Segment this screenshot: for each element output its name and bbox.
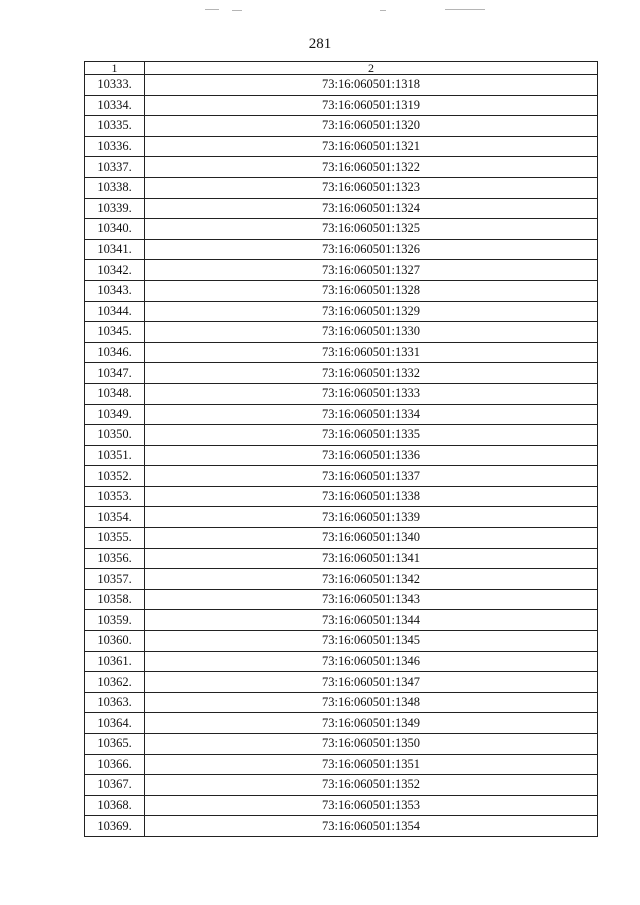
table-row <box>85 116 598 137</box>
table-row <box>85 486 598 507</box>
cadastral-number-cell: 73:16:060501:1335 <box>145 425 598 446</box>
row-number-cell: 10365. <box>85 734 145 755</box>
table-row <box>85 734 598 755</box>
table-row <box>85 383 598 404</box>
cadastral-number-cell: 73:16:060501:1320 <box>145 116 598 137</box>
row-number-cell: 10348. <box>85 383 145 404</box>
column-header-number: 1 <box>85 62 145 75</box>
cadastral-number-cell: 73:16:060501:1318 <box>145 75 598 96</box>
registry-table <box>84 61 598 837</box>
cadastral-number-cell: 73:16:060501:1323 <box>145 177 598 198</box>
cadastral-number-cell: 73:16:060501:1350 <box>145 734 598 755</box>
cadastral-number-cell: 73:16:060501:1322 <box>145 157 598 178</box>
cadastral-number-cell: 73:16:060501:1345 <box>145 631 598 652</box>
cadastral-number-cell: 73:16:060501:1333 <box>145 383 598 404</box>
row-number-cell: 10354. <box>85 507 145 528</box>
scan-speck <box>205 9 219 10</box>
table-body <box>85 75 598 837</box>
row-number-cell: 10342. <box>85 260 145 281</box>
table-row <box>85 713 598 734</box>
row-number-cell: 10343. <box>85 280 145 301</box>
row-number-cell: 10366. <box>85 754 145 775</box>
row-number-cell: 10340. <box>85 219 145 240</box>
table-row <box>85 425 598 446</box>
cadastral-number-cell: 73:16:060501:1342 <box>145 569 598 590</box>
row-number-cell: 10360. <box>85 631 145 652</box>
cadastral-number-cell: 73:16:060501:1325 <box>145 219 598 240</box>
page-number: 281 <box>308 36 332 52</box>
table-row <box>85 280 598 301</box>
table-row <box>85 651 598 672</box>
table-row <box>85 610 598 631</box>
row-number-cell: 10333. <box>85 75 145 96</box>
cadastral-number-cell: 73:16:060501:1327 <box>145 260 598 281</box>
cadastral-number-cell: 73:16:060501:1319 <box>145 95 598 116</box>
row-number-cell: 10334. <box>85 95 145 116</box>
row-number-cell: 10335. <box>85 116 145 137</box>
cadastral-number-cell: 73:16:060501:1324 <box>145 198 598 219</box>
row-number-cell: 10347. <box>85 363 145 384</box>
table-row <box>85 589 598 610</box>
table-row <box>85 322 598 343</box>
cadastral-number-cell: 73:16:060501:1332 <box>145 363 598 384</box>
table-row <box>85 363 598 384</box>
table-row <box>85 404 598 425</box>
row-number-cell: 10367. <box>85 775 145 796</box>
cadastral-number-cell: 73:16:060501:1340 <box>145 528 598 549</box>
column-header-cadastral-number: 2 <box>145 62 598 75</box>
row-number-cell: 10349. <box>85 404 145 425</box>
table-row <box>85 177 598 198</box>
table-row <box>85 631 598 652</box>
table-row <box>85 754 598 775</box>
cadastral-number-cell: 73:16:060501:1336 <box>145 445 598 466</box>
scan-speck <box>445 9 485 10</box>
row-number-cell: 10345. <box>85 322 145 343</box>
table-row <box>85 75 598 96</box>
row-number-cell: 10339. <box>85 198 145 219</box>
table-row <box>85 260 598 281</box>
row-number-cell: 10346. <box>85 342 145 363</box>
table-row <box>85 569 598 590</box>
row-number-cell: 10359. <box>85 610 145 631</box>
cadastral-number-cell: 73:16:060501:1352 <box>145 775 598 796</box>
table-row <box>85 548 598 569</box>
cadastral-number-cell: 73:16:060501:1339 <box>145 507 598 528</box>
cadastral-number-cell: 73:16:060501:1351 <box>145 754 598 775</box>
row-number-cell: 10341. <box>85 239 145 260</box>
row-number-cell: 10351. <box>85 445 145 466</box>
table-row <box>85 136 598 157</box>
row-number-cell: 10357. <box>85 569 145 590</box>
cadastral-number-cell: 73:16:060501:1349 <box>145 713 598 734</box>
row-number-cell: 10338. <box>85 177 145 198</box>
cadastral-number-cell: 73:16:060501:1334 <box>145 404 598 425</box>
table-row <box>85 445 598 466</box>
cadastral-number-cell: 73:16:060501:1330 <box>145 322 598 343</box>
cadastral-number-cell: 73:16:060501:1326 <box>145 239 598 260</box>
table-row <box>85 198 598 219</box>
cadastral-number-cell: 73:16:060501:1338 <box>145 486 598 507</box>
cadastral-number-cell: 73:16:060501:1353 <box>145 795 598 816</box>
table-row <box>85 795 598 816</box>
table-row <box>85 95 598 116</box>
row-number-cell: 10336. <box>85 136 145 157</box>
row-number-cell: 10352. <box>85 466 145 487</box>
table-row <box>85 528 598 549</box>
table-row <box>85 157 598 178</box>
row-number-cell: 10353. <box>85 486 145 507</box>
table-row <box>85 692 598 713</box>
cadastral-number-cell: 73:16:060501:1348 <box>145 692 598 713</box>
cadastral-number-cell: 73:16:060501:1329 <box>145 301 598 322</box>
cadastral-number-cell: 73:16:060501:1337 <box>145 466 598 487</box>
row-number-cell: 10358. <box>85 589 145 610</box>
table-header-row <box>85 62 598 75</box>
table-row <box>85 301 598 322</box>
row-number-cell: 10344. <box>85 301 145 322</box>
cadastral-number-cell: 73:16:060501:1321 <box>145 136 598 157</box>
row-number-cell: 10364. <box>85 713 145 734</box>
table-row <box>85 507 598 528</box>
cadastral-number-cell: 73:16:060501:1344 <box>145 610 598 631</box>
cadastral-number-cell: 73:16:060501:1341 <box>145 548 598 569</box>
cadastral-number-cell: 73:16:060501:1343 <box>145 589 598 610</box>
scan-speck <box>380 10 386 11</box>
table-row <box>85 672 598 693</box>
row-number-cell: 10355. <box>85 528 145 549</box>
cadastral-number-cell: 73:16:060501:1346 <box>145 651 598 672</box>
table-row <box>85 775 598 796</box>
table-row <box>85 816 598 837</box>
cadastral-number-cell: 73:16:060501:1347 <box>145 672 598 693</box>
row-number-cell: 10356. <box>85 548 145 569</box>
scan-speck <box>232 10 242 11</box>
row-number-cell: 10363. <box>85 692 145 713</box>
cadastral-number-cell: 73:16:060501:1328 <box>145 280 598 301</box>
row-number-cell: 10361. <box>85 651 145 672</box>
table-row <box>85 342 598 363</box>
row-number-cell: 10369. <box>85 816 145 837</box>
row-number-cell: 10368. <box>85 795 145 816</box>
row-number-cell: 10362. <box>85 672 145 693</box>
table-row <box>85 239 598 260</box>
table-row <box>85 219 598 240</box>
cadastral-number-cell: 73:16:060501:1354 <box>145 816 598 837</box>
cadastral-number-cell: 73:16:060501:1331 <box>145 342 598 363</box>
table-row <box>85 466 598 487</box>
row-number-cell: 10337. <box>85 157 145 178</box>
row-number-cell: 10350. <box>85 425 145 446</box>
